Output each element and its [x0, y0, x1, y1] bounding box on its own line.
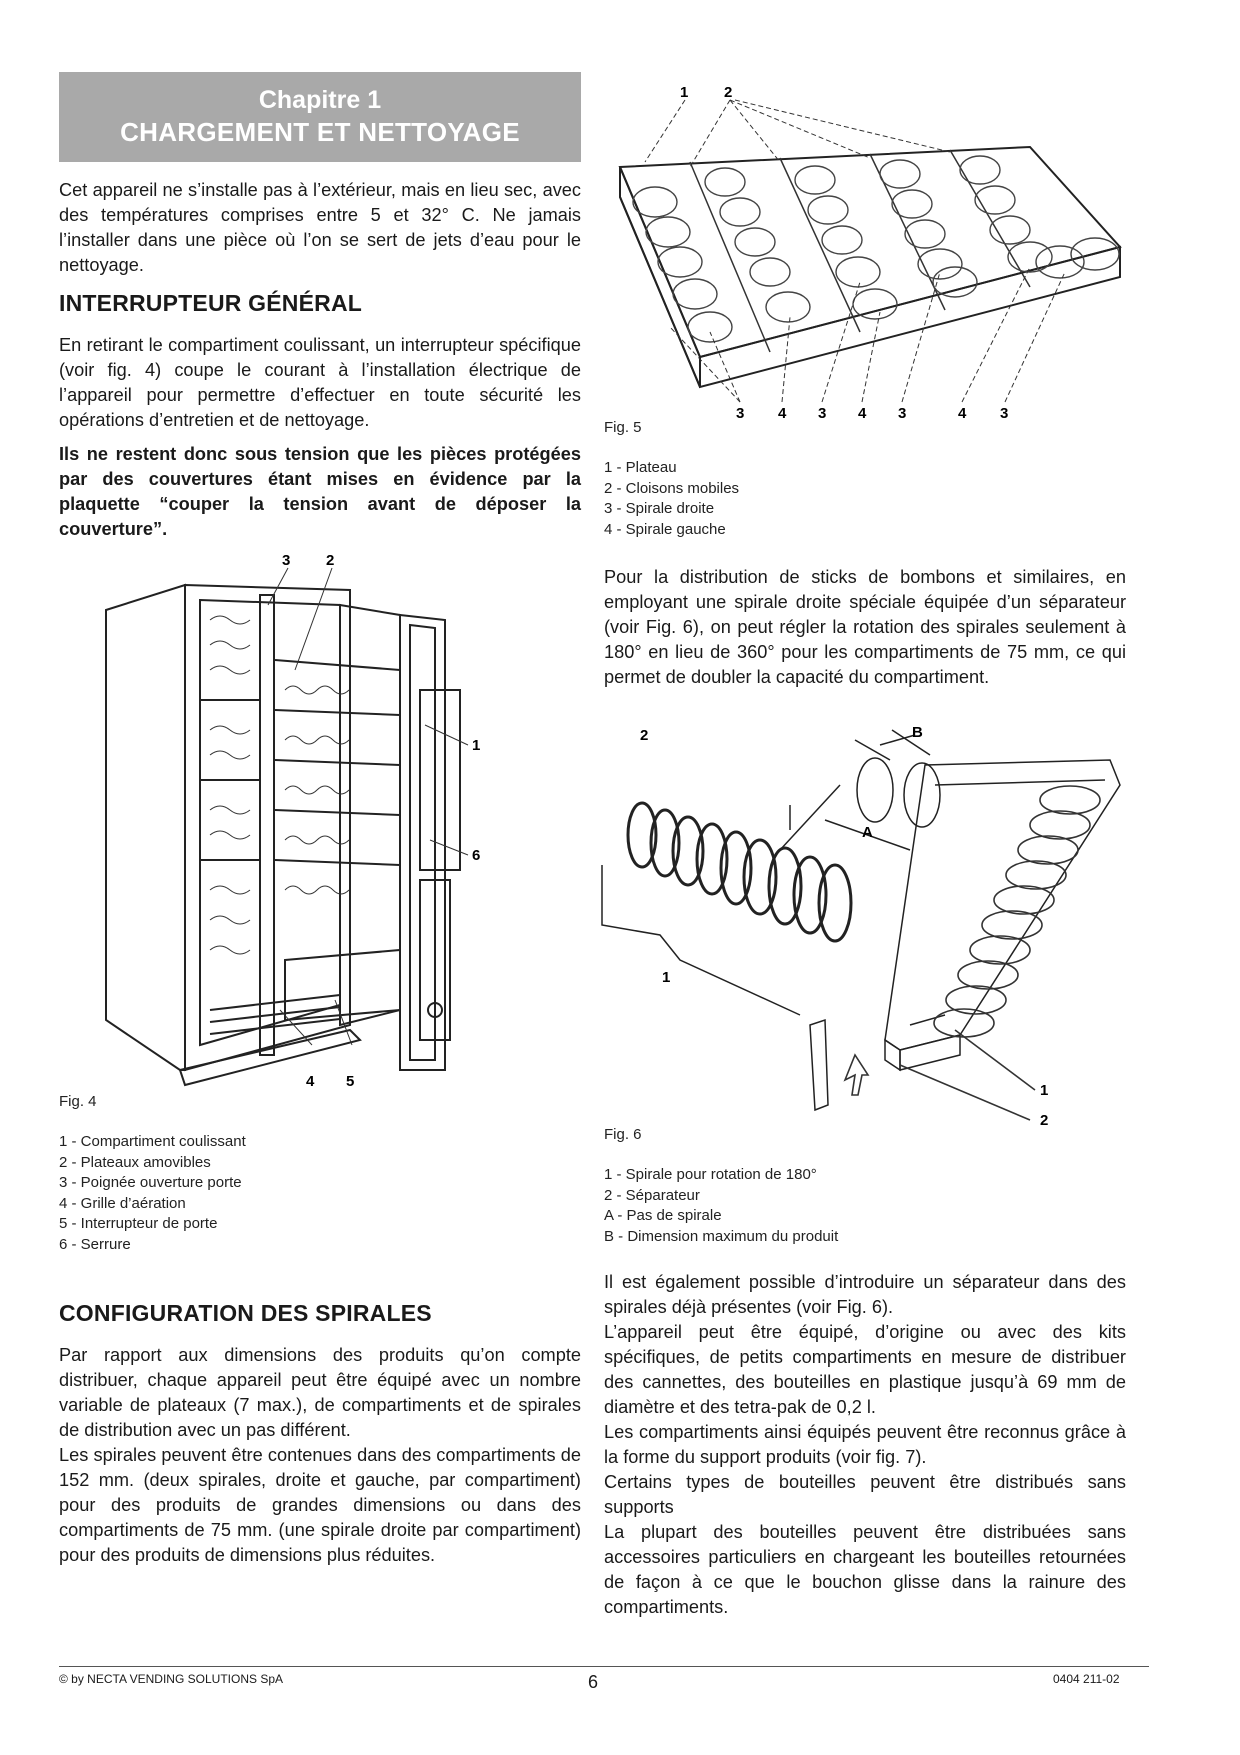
document-code: 0404 211-02 — [1053, 1672, 1120, 1686]
fig6-callout-1: 1 — [662, 969, 671, 986]
sticks-paragraph: Pour la distribution de sticks de bombons et similaires, en employant une spirale droite spéciale équipée d’un séparateur (voir Fig. 6), on peut régler la rotation des spirales seulement à 180° en lieu de 360° pour les compartiments de 75 mm, ce qui permet de doubler la capacité du compartiment. — [604, 567, 1126, 687]
spirales-paragraph-1: Par rapport aux dimensions des produits qu’on compte distribuer, chaque appareil peut être équipé avec un nombre variable de plateaux (7 max.), de compartiments et de spirales de distribution avec un pas différent. — [59, 1345, 581, 1440]
interrupteur-paragraph: En retirant le compartiment coulissant, un interrupteur spécifique (voir fig. 4) coupe le courant à l’installation électrique de l’appareil pour permettre d’effectuer en toute sécurité les opérations d’entretien et de nettoyage. — [59, 335, 581, 430]
bouteilles-supports-paragraph: Certains types de bouteilles peuvent être distribués sans supports — [604, 1472, 1126, 1517]
fig5-callout-3: 3 — [898, 405, 907, 422]
footer-copyright: © by NECTA VENDING SOLUTIONS SpA — [59, 1672, 284, 1686]
fig5-callout-3: 3 — [1000, 405, 1009, 422]
legend-item: A - Pas de spirale — [604, 1207, 722, 1224]
legend-item: 4 - Grille d’aération — [59, 1194, 186, 1212]
separateur-paragraph: Il est également possible d’introduire un séparateur dans des spirales déjà présentes (voir Fig. 6). — [604, 1272, 1126, 1317]
fig4-callout-5: 5 — [346, 1073, 355, 1090]
fig5-callout-4: 4 — [778, 405, 787, 422]
fig5-caption: Fig. 5 — [604, 419, 642, 436]
legend-item: 6 - Serrure — [59, 1235, 131, 1253]
legend-item: B - Dimension maximum du produit — [604, 1227, 839, 1245]
fig6-callout-2: 2 — [1040, 1112, 1049, 1129]
legend-item: 1 - Compartiment coulissant — [59, 1133, 246, 1150]
fig6-callout-a: A — [862, 824, 873, 841]
fig5-callout-3: 3 — [736, 405, 745, 422]
legend-item: 2 - Cloisons mobiles — [604, 479, 740, 497]
chapter-title: CHARGEMENT ET NETTOYAGE — [120, 117, 520, 147]
chapter-number: Chapitre 1 — [258, 86, 382, 114]
fig5-callout-3: 3 — [818, 405, 827, 422]
fig4-callout-2: 2 — [326, 552, 335, 569]
chapter-header — [59, 72, 581, 162]
legend-item: 5 - Interrupteur de porte — [59, 1215, 218, 1232]
legend-item: 1 - Plateau — [604, 459, 677, 476]
legend-item: 3 - Poignée ouverture porte — [59, 1174, 242, 1191]
fig6-legend — [604, 1165, 838, 1247]
legend-item: 2 - Plateaux amovibles — [59, 1153, 211, 1171]
fig6-callout-b: B — [912, 725, 923, 741]
section-title-interrupteur: INTERRUPTEUR GÉNÉRAL — [59, 290, 363, 316]
fig5-callout-2: 2 — [724, 84, 733, 101]
compartiments-paragraph: Les compartiments ainsi équipés peuvent être reconnus grâce à la forme du support produits (voir fig. 7). — [604, 1422, 1126, 1467]
intro-paragraph: Cet appareil ne s’installe pas à l’extérieur, mais en lieu sec, avec des températures comprises entre 5 et 32° C. Ne jamais l’installer dans une pièce où l’on se sert de jets d’eau pour le nettoyage. — [59, 180, 581, 275]
fig5-callout-4: 4 — [958, 405, 967, 422]
section-title-spirales: CONFIGURATION DES SPIRALES — [59, 1300, 432, 1326]
legend-item: 3 - Spirale droite — [604, 500, 715, 517]
fig5-legend — [604, 458, 739, 540]
fig4-callout-4: 4 — [306, 1073, 315, 1090]
fig4-caption: Fig. 4 — [59, 1093, 97, 1110]
fig4-vending-machine-illustration — [100, 550, 520, 1095]
footer-divider — [59, 1666, 1149, 1667]
legend-item: 2 - Séparateur — [604, 1186, 700, 1204]
fig4-callout-6: 6 — [472, 847, 481, 864]
fig4-callout-1: 1 — [472, 737, 481, 754]
fig5-callout-1: 1 — [680, 84, 689, 101]
fig5-callout-4: 4 — [858, 405, 867, 422]
interrupteur-warning: Ils ne restent donc sous tension que les pièces protégées par des couvertures étant mises en évidence par la plaquette “couper la tension avant de déposer la couverture”. — [59, 444, 581, 539]
legend-item: 1 - Spirale pour rotation de 180° — [604, 1166, 817, 1183]
legend-item: 4 - Spirale gauche — [604, 520, 726, 538]
fig4-legend — [59, 1132, 246, 1255]
fig6-caption: Fig. 6 — [604, 1126, 642, 1143]
fig6-callout-1: 1 — [1040, 1082, 1049, 1099]
fig4-callout-3: 3 — [282, 552, 291, 569]
fig5-tray-illustration — [610, 82, 1130, 424]
bouteilles-paragraph: La plupart des bouteilles peuvent être distribuées sans accessoires particuliers en chargeant les bouteilles retournées de façon à ce que le bouchon glisse dans la rainure des compartiments. — [604, 1522, 1126, 1617]
page-number: 6 — [588, 1672, 599, 1692]
spirales-paragraph-2: Les spirales peuvent être contenues dans des compartiments de 152 mm. (deux spirales, droite et gauche, par compartiment) pour des produits de grandes dimensions ou dans des compartiments de 75 mm. (une spirale droite par compartiment) pour des produits de dimensions plus réduites. — [59, 1445, 581, 1565]
fig6-callout-2: 2 — [640, 727, 649, 744]
kits-paragraph: L’appareil peut être équipé, d’origine ou avec des kits spécifiques, de petits compartiments en mesure de distribuer des cannettes, des bouteilles en plastique jusqu’à 69 mm de diamètre et des tetra-pak de 0,2 l. — [604, 1322, 1126, 1417]
